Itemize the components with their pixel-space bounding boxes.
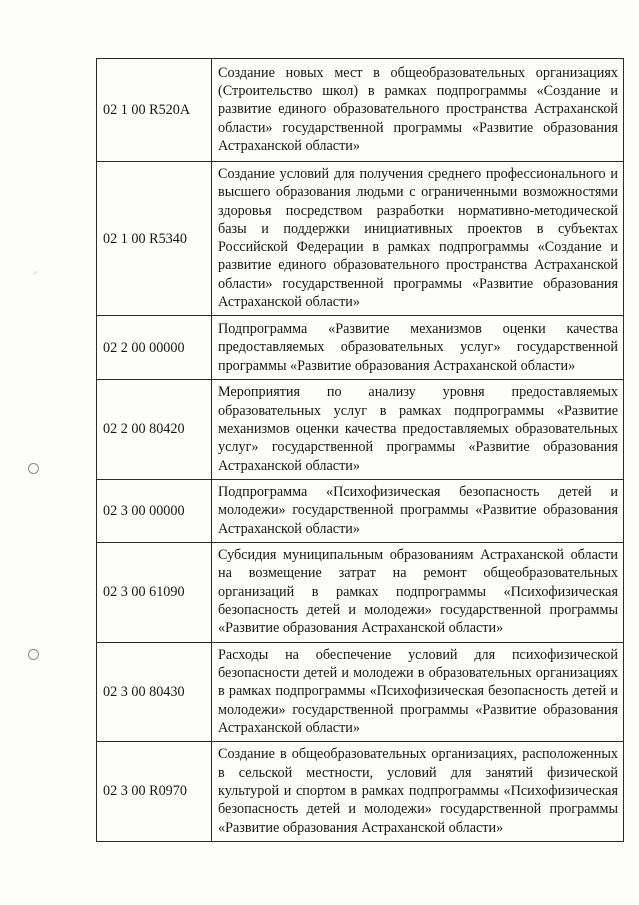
budget-code-table [96,58,624,842]
row-description: Создание условий для получения среднего профессионального и высшего образования людьми с ограниченными возможностями здоровья посредством разработки нормативно-методической базы и поддержки инициативных проектов в субъектах Российской Федерации в рамках подпрограммы «Создание и развитие единого образовательного пространства Астраханской области» государственной программы «Развитие образования Астраханской области» [212,162,624,316]
row-description: Создание в общеобразовательных организациях, расположенных в сельской местности, условий для занятий физической культурой и спортом в рамках подпрограммы «Психофизическая безопасность детей и молодежи» государственной программы «Развитие образования Астраханской области» [212,742,624,841]
row-code: 02 1 00 R520A [97,59,212,162]
row-code: 02 3 00 61090 [97,542,212,642]
row-description: Создание новых мест в общеобразовательных организациях (Строительство школ) в рамках подпрограммы «Создание и развитие единого образовательного пространства Астраханской области» государственной программы «Развитие образования Астраханской области» [212,59,624,162]
table-row [97,316,624,380]
scan-mark: ⸝ [33,266,38,276]
row-code: 02 2 00 80420 [97,380,212,479]
table-row [97,162,624,316]
row-description: Подпрограмма «Развитие механизмов оценки качества предоставляемых образовательных услуг» государственной программы «Развитие образования Астраханской области» [212,316,624,380]
table-row [97,479,624,542]
row-code: 02 1 00 R5340 [97,162,212,316]
table-row [97,542,624,642]
row-code: 02 2 00 00000 [97,316,212,380]
table-row [97,59,624,162]
row-code: 02 3 00 R0970 [97,742,212,841]
table-row [97,380,624,479]
row-description: Мероприятия по анализу уровня предоставляемых образовательных услуг в рамках подпрограммы «Развитие механизмов оценки качества предоставляемых образовательных услуг» государственной программы «Развитие образования Астраханской области» [212,380,624,479]
punch-hole-lower [28,649,39,660]
row-description: Расходы на обеспечение условий для психофизической безопасности детей и молодежи в образовательных организациях в рамках подпрограммы «Психофизическая безопасность детей и молодежи» государственной программы «Развитие образования Астраханской области» [212,642,624,741]
punch-hole-upper [28,463,39,474]
row-description: Субсидия муниципальным образованиям Астраханской области на возмещение затрат на ремонт общеобразовательных организаций в рамках подпрограммы «Психофизическая безопасность детей и молодежи» государственной программы «Развитие образования Астраханской области» [212,542,624,642]
row-code: 02 3 00 00000 [97,479,212,542]
row-description: Подпрограмма «Психофизическая безопасность детей и молодежи» государственной программы «Развитие образования Астраханской области» [212,479,624,542]
row-code: 02 3 00 80430 [97,642,212,741]
table-row [97,642,624,741]
table-row [97,742,624,841]
